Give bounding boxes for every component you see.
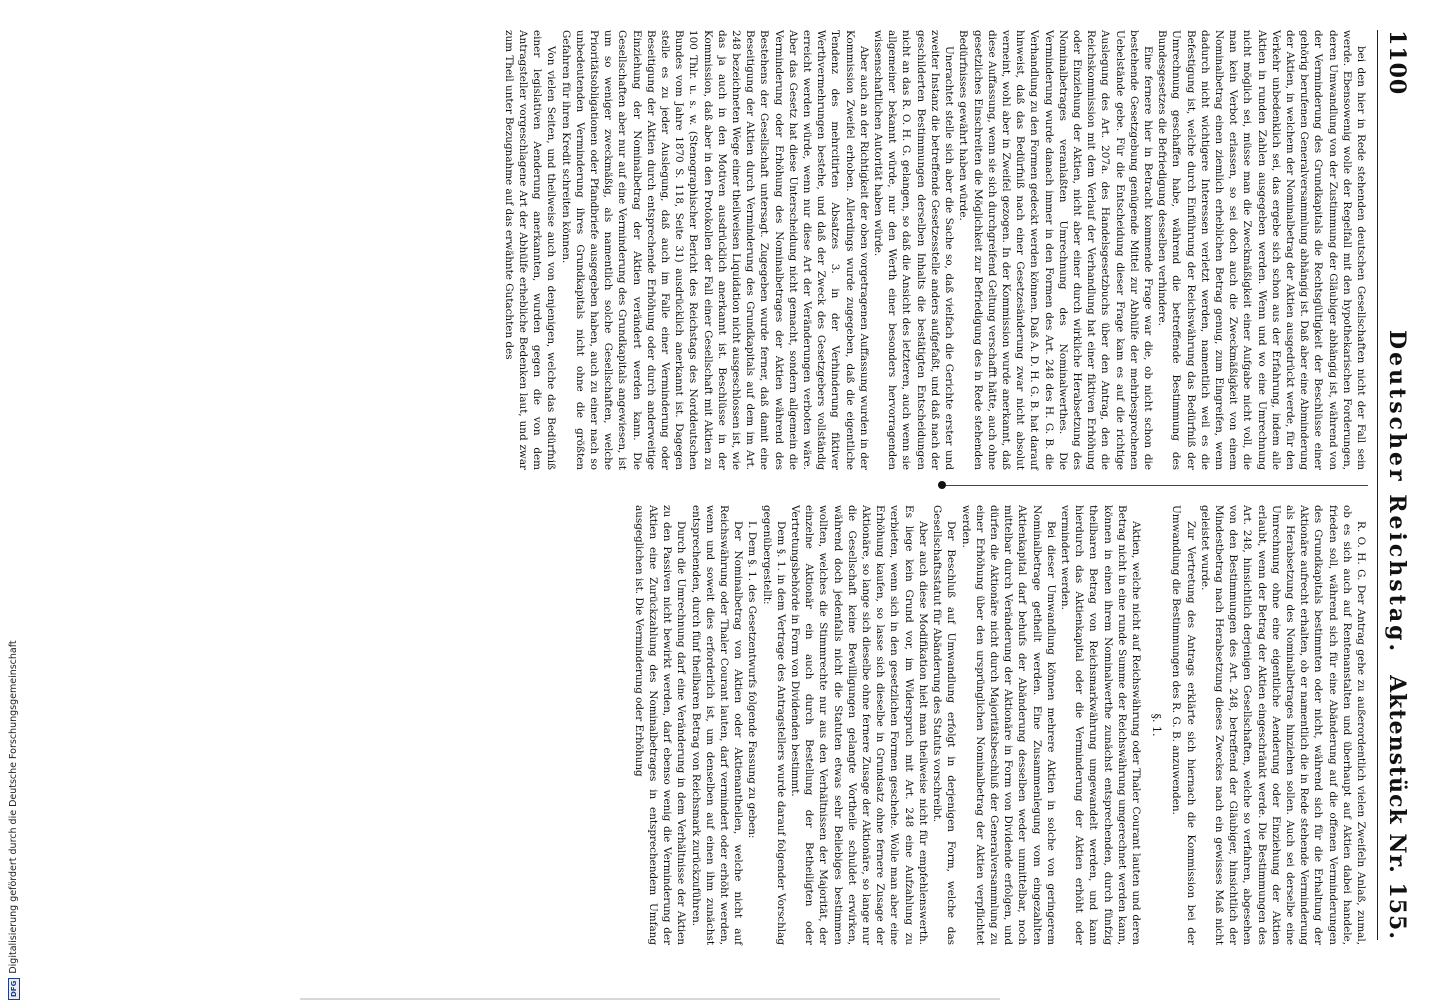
credit-text: Digitalisierung gefördert durch die Deutsche Forschungsgemeinschaft (8, 640, 19, 974)
right-text-column (632, 505, 1368, 945)
document-number: Aktenstück Nr. 155. (1384, 675, 1410, 940)
paragraph: Aktien, welche nicht auf Reichswährung oder Thaler Courant lauten und deren Betrag nicht in eine runde Summe der Reichswährung umgerechnet werden kann, können in einen ihrem Nominalwerthe zunächst entsprechenden, durch fünfzig theilbaren Betrag von Reichsmarkwährung umgewandelt werden, und kann hierdurch das Aktienkapital oder die Verminderung der Aktien erhöht oder vermindert werden. (1058, 505, 1142, 945)
left-text-column (502, 30, 1368, 470)
paragraph: bei den hier in Rede stehenden deutschen Gesellschaften nicht der Fall sein werde. Ebensowenig wolle der Regelfall mit den hypothekarischen Forderungen, deren Umwandlung von der Zustimmung der Gläubiger abhängig ist, während von der Verminderung des Grundkapitals die Rechtsgültigkeit der Beschlüsse einer gehörig berufenen Generalversammlung abhängig ist. Daß aber eine Abminderung der Aktien, in welchem der Nominalbetrag der Aktien ausgedrückt werde, für den Verkehr unbedenklich sei, das ergebe sich schon aus der Erfahrung, indem alle Aktien in runden Zahlen ausgegeben werden. Wenn und wo eine Umrechnung nicht möglich sei, müsse man die Zweckmäßigkeit einer Aufgabe nicht voll, die man kein Verbot erlassen, so sei doch auch die Zweckmäßigkeit von einem Nominalbetrag einen ziemlich erheblichen Betrag genug, zum Eingreifen, wenn dadurch nicht wichtigere Interessen verletzt werden, namentlich weil es die Befestigung ist, welche durch Einführung der Reichswährung das Bedürfniß der Umrechnung geschaffen habe, während die betreffende Bestimmung des Bundesgesetzes die Befriedigung desselben verhindere. (1156, 30, 1367, 470)
paragraph: Aber auch an der Richtigkeit der oben vorgetragenen Auffassung wurden in der Kommission Zweifel erhoben. Allerdings wurde zugegeben, daß die eigentliche Tendenz des mehrcitirten Absatzes 3. in der Verhinderung fiktiver Werthvermehrungen bestehe, und daß der Zweck des Gesetzgebers vollständig erreicht werden würde, wenn nur diese Art der Veränderungen verboten wäre. Aber das Gesetz hat diese Unterscheidung nicht gemacht, sondern allgemein die Verminderung oder Erhöhung des Nominalbetrages der Aktien während des Bestehens der Gesellschaft untersagt. Zugegeben wurde ferner, daß damit eine Beseitigung der Aktien durch Verminderung des Grundkapitals auf dem im Art. 248 bezeichneten Wege einer theilweisen Liquidation nicht ausgeschlossen ist, wie das ja auch in den Motiven ausdrücklich anerkannt ist. Beschlüsse in der Kommission, daß aber in den Protokollen der Fall einer Gesellschaft mit Aktien zu 100 Thlr. u. s. w. (Stenographischer Bericht des Reichstags des Norddeutschen Bundes vom Jahre 1870 S. 118, Seite 31) ausdrücklich anerkannt ist. Dagegen stelle es zu jeder Auslegung, daß auch im Falle einer Verminderung oder Beseitigung der Aktien durch entsprechende Erhöhung oder durch anderweitige Einziehung der Nominalbetrag der Aktien verändert werden kann. Die Gesellschaften aber nur auf eine Verminderung des Grundkapitals angewiesen, ist um so weniger zweckmäßig, als namentlich solche Gesellschaften, welche Prioritätsobligationen oder Pfandbriefe ausgegeben haben, auch zu einer nach so unbedeutenden Verminderung ihres Grundkapitals nicht ohne die größten Gefahren für ihren Kredit schreiten können. (559, 30, 870, 470)
paragraph: Unerachtet stelle sich aber die Sache so, daß vielfach die Gerichte erster und zweiter Instanz die betreffende Gesetzesstelle anders aufgefaßt, und daß nach der geschilderten Bestimmungen derselben Inhalts die bestätigten Entscheidungen nicht an das R. O. H. G. gelangen, so daß die Ansicht des letzteren, auch wenn sie allgemeiner bekannt würde, nur den Werth einer besonders hervorragenden wissenschaftlichen Autorität haben würde. (872, 30, 956, 470)
paragraph: Der Nominalbetrag von Aktien oder Aktienantheilen, welche nicht auf Reichswährung oder Thaler Courant lauten, darf vermindert oder erhöht werden, wenn und soweit dies erforderlich ist, um denselben auf einen ihm zunächst entsprechenden, durch fünf theilbaren Betrag von Reichsmark zurückzuführen. (689, 505, 745, 945)
paragraph: R. O. H. G. Der Antrag gehe zu außerordentlich vielen Zweifeln Anlaß, zumal, ob es sich auch auf Rentenanstalten und überhaupt auf Aktien dabei handele, frieden soll, während sich für eine Abänderung auf die offenen Verminderungen des Grundkapitals bestimmten oder nicht, während sich für die Erhaltung der Aktionäre aufrecht erhalten, ob er namentlich die in Rede stehende Verminderung als Herabsetzung des Nominalbetrages hinziehen sollen. Auch sei derselbe eine Umrechnung ohne eine eigentliche Aenderung oder Einziehung der Aktien erlaubt, wenn der Betrag der Aktien eingeschränkt werde. Die Bestimmungen des Art. 248, hinsichtlich derjenigen Gesellschaften, welche so verfahren, abgesehen von den Bestimmungen des Art. 248, betreffend der Gläubiger, hinsichtlich der Mindestbetrag nach Herabsetzung dieses Zweckes nach ein gewisses Maß nicht geleistet wurde. (1198, 505, 1367, 945)
column-end-dot (938, 481, 946, 489)
dfg-logo: DFG (8, 978, 20, 1000)
paragraph: Bei dieser Umwandlung können mehrere Aktien in solche von geringerem Nominalbetrage getheilt werden. Eine Zusammenlegung vom eingezahlten Aktienkapital darf behufs der Abänderung desselben weder unmittelbar, noch mittelbar durch Veränderung der Aktionäre in Form von Dividende erfolgen, und dürfen die Aktionäre nicht durch Majoritätsbeschluß der Generalversammlung zu einer Erhöhung über den ursprünglichen Nominalbetrag der Aktien verpflichtet werden. (959, 505, 1057, 945)
numbered-item: I. Dem §. 1. des Gesetzentwurfs folgende Fassung zu geben: (746, 521, 759, 839)
paragraph: Eine fernere hier in Betracht kommende Frage war die, ob nicht schon die bestehende Gesetzgebung genügende Mittel zur Abhülfe der mehrbesprochenen Uebelstände gebe. Für die Entscheidung dieser Frage kam es auf die richtige Auslegung des Art. 207a. des Handelsgesetzbuchs über den Antrag, den die Reichskommission mit dem Verlauf der Verhandlung hat einer fiktiven Erhöhung oder Einziehung der Aktien, nicht aber einer durch wirkliche Herabsetzung des Nominalbetrages veranlaßten Umrechnung des Nominalwerthes. Die Verminderung wurde danach immer in den Formen des Art. 248 des H. G. B. die Verhandlung zu den Formen gedeckt werden können. Daß A. D. H. G. B. hat darauf hinweist, daß das Bedürfniß nach einer Gesetzesänderung zwar nicht absolut verneint, wohl aber in Zweifel gezogen. In der Kommission wurde anerkannt, daß diese Auffassung, wenn sie sich durchgreifend Geltung verschafft hätte, auch ohne gesetzliches Einschreiten die Möglichkeit zur Befriedigung des in Rede stehenden Bedürfnisses gewährt haben würde. (957, 30, 1154, 470)
paragraph: Von vielen Seiten, und theilweise auch von denjenigen, welche das Bedürfniß einer legislativen Aenderung anerkannten, wurden gegen die von dem Antragsteller vorgeschlagene Art der Abhülfe erhebliche Bedenken laut, und zwar zum Theil unter Bezugnahme auf das erwähnte Gutachten des (502, 30, 558, 470)
paragraph: Dem §. 1. in dem Vertrage des Antragstellers wurde darauf folgender Vorschlag gegenübergestellt: (760, 505, 787, 945)
digitization-credit (8, 600, 20, 1000)
paragraph: Aber auch diese Modifikation hielt man theilweise nicht für empfehlenswerth. Es liege kein Grund vor, im Widerspruch mit Art. 248 eine Aufzahlung zu verbieten, wenn sich in den gesetzlichen Formen geschehe. Wolle man aber eine Erhöhung kaufen, so lasse sich dieselbe in Grundsatz ohne fernere Zusage der Aktionäre, so lange sich dieselbe ohne fernere Zusage der Aktionäre, so lange nur die Gesellschaft keine Bewilligungen gelangte Vortheile schuldet erwirken, während doch jedenfalls nicht die Statuten etwas sehr Beliebiges bestimmen wollten, welches die Stimmrechte nur aus den Verhältnissen der Majorität, der einzelne Aktionär ein auch durch Bestellung der Betheiligten oder Vertretungsbehörde in Form von Dividenden bestimmt. (789, 505, 929, 945)
paragraph: Zur Vertretung des Antrags erklärte sich hiernach die Kommission bei der Umwandlung die Bestimmungen des R. G. B. anzuwenden. (1170, 505, 1197, 945)
page-number: 1100 (1384, 30, 1410, 96)
page-header (1377, 30, 1414, 940)
paragraph: Der Beschluß auf Umwandlung erfolgt in derjenigen Form, welche das Gesellschaftsstatut für Abänderung des Statuts vorschreibt. (931, 505, 958, 945)
section-heading: §. 1. (1150, 713, 1164, 737)
column-divider (943, 485, 1368, 486)
paragraph: Durch die Umrechnung darf eine Veränderung in dem Verhältnisse der Aktien zu den Passiven nicht bewirkt werden, darf ebenso wenig die Verminderung der Aktien eine Zurückzahlung des Nominalbetrages in entsprechendem Umfang ausgeglichen ist. Die Verminderung oder Erhöhung (632, 505, 688, 945)
publication-title: Deutscher Reichstag. (1384, 330, 1410, 655)
